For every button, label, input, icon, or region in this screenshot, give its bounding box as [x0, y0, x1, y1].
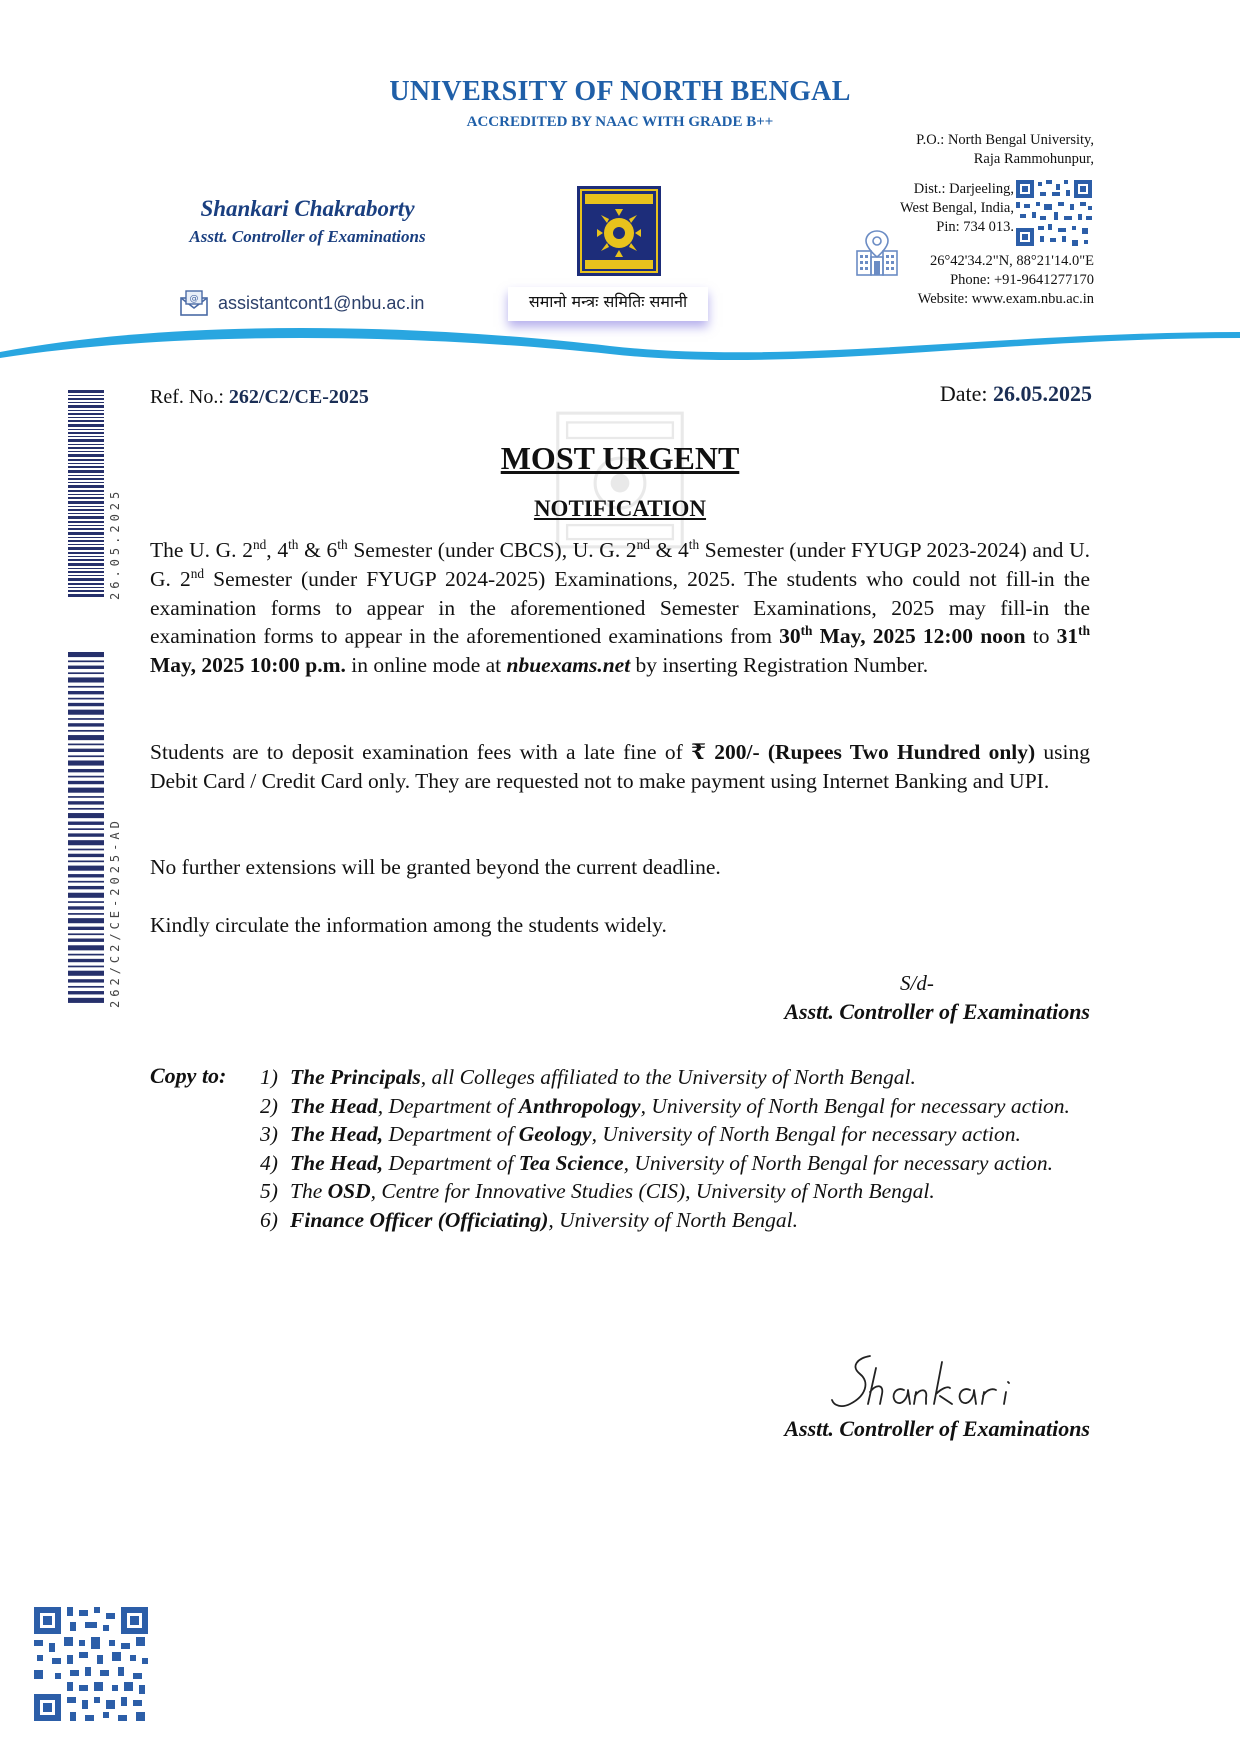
header-wave-divider — [0, 322, 1240, 382]
paragraph-1: The U. G. 2nd, 4th & 6th Semester (under CBCS), U. G. 2nd & 4th Semester (under FYUGP 2023-2024) and U. G. 2nd Semester (under FYUGP 2024-2025) Examinations, 2025. The students who could not fill-in the examination forms to appear in the aforementioned Semester Examinations, 2025 may fill-in the examination forms to appear in the aforementioned examinations from 30th May, 2025 12:00 noon to 31th May, 2025 10:00 p.m. in online mode at nbuexams.net by inserting Registration Number. — [150, 536, 1091, 678]
logo-watermark — [552, 410, 688, 550]
address-mid — [900, 180, 1014, 237]
start-date: 30th May, 2025 12:00 noon — [779, 623, 1026, 649]
reference-number — [150, 386, 369, 409]
barcode-lower-text: 262/C2/CE-2025-AD — [108, 817, 122, 1008]
address-line1: P.O.: North Bengal University, — [916, 132, 1094, 148]
copy-item: 1) The Principals, all Colleges affiliated to the University of North Bengal. — [260, 1065, 916, 1089]
ref-label: Ref. No.: — [150, 386, 224, 408]
ref-value: 262/C2/CE-2025 — [228, 386, 369, 408]
paragraph-4: Kindly circulate the information among the students widely. — [150, 913, 667, 937]
signatory-title-2: Asstt. Controller of Examinations — [784, 1416, 1090, 1441]
copy-item: 2) The Head, Department of Anthropology, University of North Bengal for necessary action. — [260, 1093, 1070, 1118]
logo-motto: समानो मन्त्रः समितिः समानी — [508, 287, 708, 321]
address-line2: Raja Rammohunpur, — [973, 151, 1094, 167]
building-icon — [855, 229, 899, 277]
qr-code-header[interactable] — [1016, 180, 1092, 246]
paragraph-3: No further extensions will be granted beyond the current deadline. — [150, 855, 721, 879]
address-line4: West Bengal, India, — [900, 200, 1014, 216]
signed-mark: S/d- — [900, 971, 934, 995]
phone-number: Phone: +91-9641277170 — [950, 272, 1094, 288]
exam-website-link[interactable]: nbuexams.net — [506, 653, 631, 678]
controller-title: Asstt. Controller of Examinations — [189, 227, 426, 246]
email-icon — [180, 290, 208, 316]
date-value: 26.05.2025 — [993, 381, 1092, 406]
headline: MOST URGENT — [500, 440, 740, 476]
coordinates: 26°42'34.2"N, 88°21'14.0"E — [930, 253, 1094, 269]
address-top — [916, 131, 1094, 169]
end-date: 31th May, 2025 10:00 p.m. — [150, 623, 1091, 678]
email-contact — [180, 290, 424, 316]
svg-text:@: @ — [189, 294, 199, 304]
copy-item: 6) Finance Officer (Officiating), University of North Bengal. — [260, 1207, 798, 1232]
date-label: Date: — [939, 381, 988, 406]
address-line5: Pin: 734 013. — [936, 219, 1014, 235]
copy-item: 3) The Head, Department of Geology, University of North Bengal for necessary action. — [260, 1122, 1021, 1147]
address-bottom — [918, 252, 1094, 309]
copy-to-list — [260, 1063, 1090, 1235]
copy-item: 4) The Head, Department of Tea Science, University of North Bengal for necessary action. — [260, 1150, 1053, 1175]
signatory-title-1: Asstt. Controller of Examinations — [784, 999, 1090, 1024]
barcode-lower — [68, 652, 104, 1008]
subheadline: NOTIFICATION — [533, 496, 707, 521]
email-address[interactable]: assistantcont1@nbu.ac.in — [218, 292, 425, 313]
barcode-upper-text: 26.05.2025 — [108, 487, 122, 600]
accreditation-line: ACCREDITED BY NAAC WITH GRADE B++ — [466, 114, 774, 130]
university-logo — [577, 186, 661, 276]
controller-name: Shankari Chakraborty — [200, 196, 415, 221]
handwritten-signature — [820, 1348, 1030, 1418]
university-name: UNIVERSITY OF NORTH BENGAL — [389, 76, 851, 107]
barcode-upper — [68, 390, 104, 600]
late-fee: ₹ 200/- (Rupees Two Hundred only) — [691, 740, 1036, 764]
website[interactable]: Website: www.exam.nbu.ac.in — [917, 291, 1094, 307]
copy-item: 5) The OSD, Centre for Innovative Studies (CIS), University of North Bengal. — [260, 1179, 935, 1204]
qr-code-verification[interactable] — [34, 1607, 148, 1721]
notice-date — [940, 381, 1092, 407]
address-line3: Dist.: Darjeeling, — [913, 181, 1014, 197]
paragraph-2: Students are to deposit examination fees with a late fine of ₹ 200/- (Rupees Two Hundred only) using Debit Card / Credit Card only. They are requested not to make payment using Internet Banking and UPI. — [150, 740, 1091, 793]
copy-to-label: Copy to: — [150, 1063, 227, 1088]
